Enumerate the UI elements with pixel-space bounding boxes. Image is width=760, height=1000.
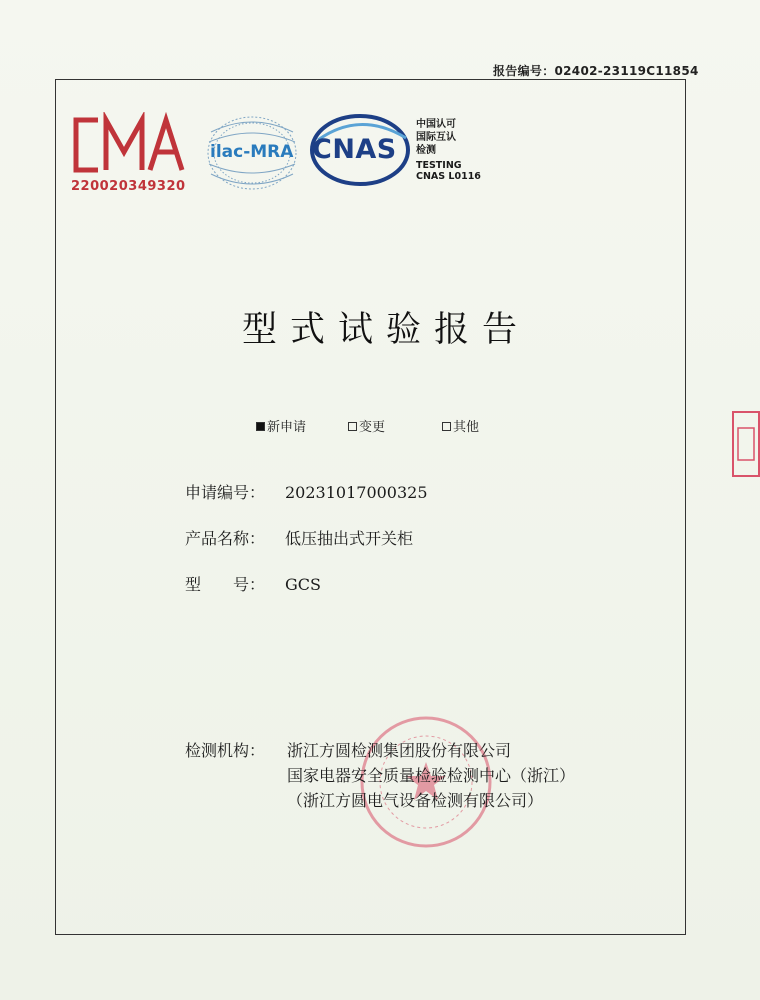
- checkbox-empty-icon: [442, 422, 451, 431]
- page-title: 型式试验报告: [241, 310, 530, 350]
- checkbox-checked-icon: [256, 422, 265, 431]
- cnas-cn-line: 中国认可: [416, 119, 456, 130]
- application-number-field: [185, 480, 428, 503]
- cnas-cn-line: 检测: [416, 145, 436, 156]
- cnas-cn-line: 国际互认: [416, 132, 456, 143]
- cnas-en-line: TESTING: [416, 160, 462, 171]
- field-label: 申请编号：: [185, 483, 266, 502]
- option-label: 其他: [453, 420, 480, 435]
- cma-number: 220020349320: [71, 179, 186, 194]
- product-name-field: [185, 526, 413, 549]
- option-label: 变更: [359, 420, 386, 435]
- option-label: 新申请: [267, 420, 307, 435]
- option-other[interactable]: [442, 416, 479, 435]
- option-new-application[interactable]: [256, 416, 306, 435]
- field-value: 20231017000325: [285, 483, 428, 502]
- cnas-en-caption: [416, 160, 481, 182]
- model-field: [185, 572, 321, 595]
- cnas-en-line: CNAS L0116: [416, 171, 481, 182]
- cnas-text: CNAS: [312, 134, 397, 165]
- field-label: 产品名称：: [185, 529, 266, 548]
- field-value: GCS: [285, 575, 321, 594]
- org-line: （浙江方圆电气设备检测有限公司）: [287, 791, 544, 810]
- org-line: 浙江方圆检测集团股份有限公司: [287, 741, 512, 760]
- seam-seal-icon: [731, 410, 760, 478]
- option-change[interactable]: [348, 416, 385, 435]
- field-label: 型 号：: [185, 575, 266, 594]
- field-value: 低压抽出式开关柜: [285, 529, 414, 548]
- cnas-cn-caption: [416, 118, 456, 157]
- ilac-mra-text: ilac-MRA: [210, 142, 294, 162]
- org-line: 国家电器安全质量检验检测中心（浙江）: [287, 766, 576, 785]
- org-label: 检测机构：: [185, 741, 266, 760]
- report-number: 报告编号：02402-23119C11854: [493, 64, 699, 78]
- checkbox-empty-icon: [348, 422, 357, 431]
